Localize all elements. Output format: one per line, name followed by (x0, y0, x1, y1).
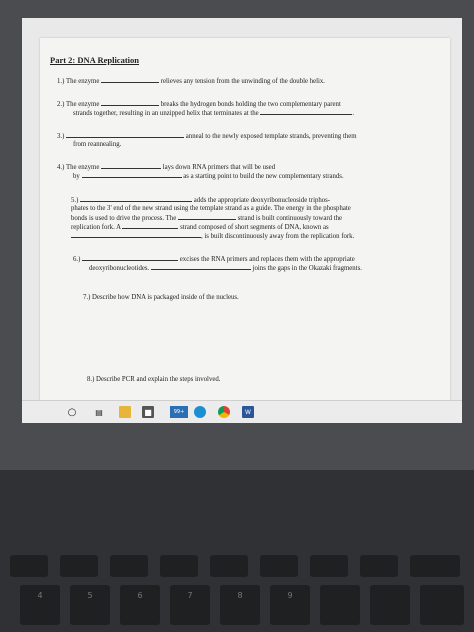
question-3-line-2 (73, 140, 121, 149)
key-9-label: 9 (287, 591, 293, 600)
q4-number: 4.) (57, 164, 65, 171)
q4-text-a: The enzyme (65, 164, 100, 171)
q6-blank-1[interactable] (82, 254, 178, 261)
key-8-label: 8 (237, 591, 243, 600)
key-6-label: 6 (137, 591, 143, 600)
key-4 (20, 585, 60, 625)
worksheet-page (40, 38, 450, 410)
chrome-icon[interactable] (218, 406, 230, 418)
q4-text-c: by (73, 173, 80, 180)
q1-text-a: The enzyme (65, 78, 100, 85)
q3-number: 3.) (57, 133, 65, 140)
key-4-label: 4 (37, 591, 43, 600)
file-explorer-icon[interactable] (119, 406, 131, 418)
screen (22, 18, 462, 410)
q2-blank-1[interactable] (101, 99, 159, 106)
q3-text-a: anneal to the newly exposed template strands, preventing them (185, 133, 357, 140)
key-f5 (260, 555, 298, 577)
question-2-line-2: strands together, resulting in an unzipped helix that terminates at the . (73, 110, 355, 117)
question-5-line-2 (71, 204, 351, 213)
q6-blank-2[interactable] (151, 263, 251, 270)
key-f3 (160, 555, 198, 577)
q2-number: 2.) (57, 101, 65, 108)
key-minus (370, 585, 410, 625)
question-1 (57, 76, 325, 86)
q4-blank-2[interactable] (82, 171, 182, 178)
q5-blank-3[interactable] (122, 222, 178, 229)
question-8: 8.) Describe PCR and explain the steps involved. (87, 376, 221, 383)
q4-text-b: lays down RNA primers that will be used (162, 164, 276, 171)
q1-number: 1.) (57, 78, 65, 85)
q5-text-b: phates to the 3' end of the new strand using the template strand as a guide. The energy in the phosphate (71, 205, 351, 212)
key-f8 (410, 555, 460, 577)
key-equals (420, 585, 464, 625)
key-f7 (360, 555, 398, 577)
q6-text-a: excises the RNA primers and replaces them with the appropriate (179, 256, 355, 263)
key-f1 (60, 555, 98, 577)
q2-blank-2[interactable] (260, 108, 352, 115)
mail-badge: 99+ (173, 409, 185, 415)
q5-text-c: bonds is used to drive the process. The (71, 215, 177, 222)
key-8 (220, 585, 260, 625)
q1-text-b: relieves any tension from the unwinding of the double helix. (160, 78, 325, 85)
key-f4 (210, 555, 248, 577)
q5-text-e: replication fork. A (71, 224, 121, 231)
q5-blank-4[interactable] (71, 231, 201, 238)
question-7: 7.) Describe how DNA is packaged inside of the nucleus. (83, 294, 239, 301)
key-5-label: 5 (87, 591, 93, 600)
key-f6 (310, 555, 348, 577)
q4-blank-1[interactable] (101, 162, 161, 169)
key-6 (120, 585, 160, 625)
q5-text-a: adds the appropriate deoxyribonucleoside triphos- (193, 197, 331, 204)
q4-text-d: as a starting point to build the new complementary strands. (183, 173, 344, 180)
q6-number: 6.) (73, 256, 81, 263)
key-7 (170, 585, 210, 625)
key-0 (320, 585, 360, 625)
q2-text-c: strands together, resulting in an unzipped helix that terminates at the (73, 110, 259, 117)
q5-text-f: strand composed of short segments of DNA, known as (180, 224, 329, 231)
q5-blank-1[interactable] (80, 195, 192, 202)
key-fn (10, 555, 48, 577)
edge-icon[interactable] (194, 406, 206, 418)
question-5-line-5 (71, 231, 354, 241)
q1-blank[interactable] (101, 76, 159, 83)
cortana-icon[interactable]: ○ (67, 406, 77, 418)
q5-blank-2[interactable] (178, 213, 236, 220)
key-5 (70, 585, 110, 625)
q6-text-c: joins the gaps in the Okazaki fragments. (252, 265, 362, 272)
q2-text-a: The enzyme (65, 101, 100, 108)
q2-text-b: breaks the hydrogen bonds holding the two complementary parent (160, 101, 341, 108)
mail-icon[interactable] (170, 406, 188, 418)
word-icon[interactable]: W (242, 406, 254, 418)
q3-text-b: from reannealing. (73, 141, 122, 148)
store-icon[interactable]: ■ (142, 406, 154, 418)
question-6-line-2 (89, 263, 362, 273)
key-7-label: 7 (187, 591, 193, 600)
page-title: Part 2: DNA Replication (50, 55, 140, 65)
q3-blank[interactable] (66, 131, 184, 138)
task-view-icon[interactable]: ▤ (95, 407, 103, 417)
key-9 (270, 585, 310, 625)
laptop-keyboard (0, 470, 474, 632)
q5-text-d: strand is built continuously toward the (237, 215, 343, 222)
taskbar (22, 400, 462, 423)
q5-number: 5.) (71, 197, 79, 204)
q5-text-g: , is built discontinuously away from the replication fork. (201, 233, 355, 240)
q6-text-b: deoxyribonucleotides. (89, 265, 150, 272)
question-4-line-2 (73, 171, 344, 181)
key-f2 (110, 555, 148, 577)
